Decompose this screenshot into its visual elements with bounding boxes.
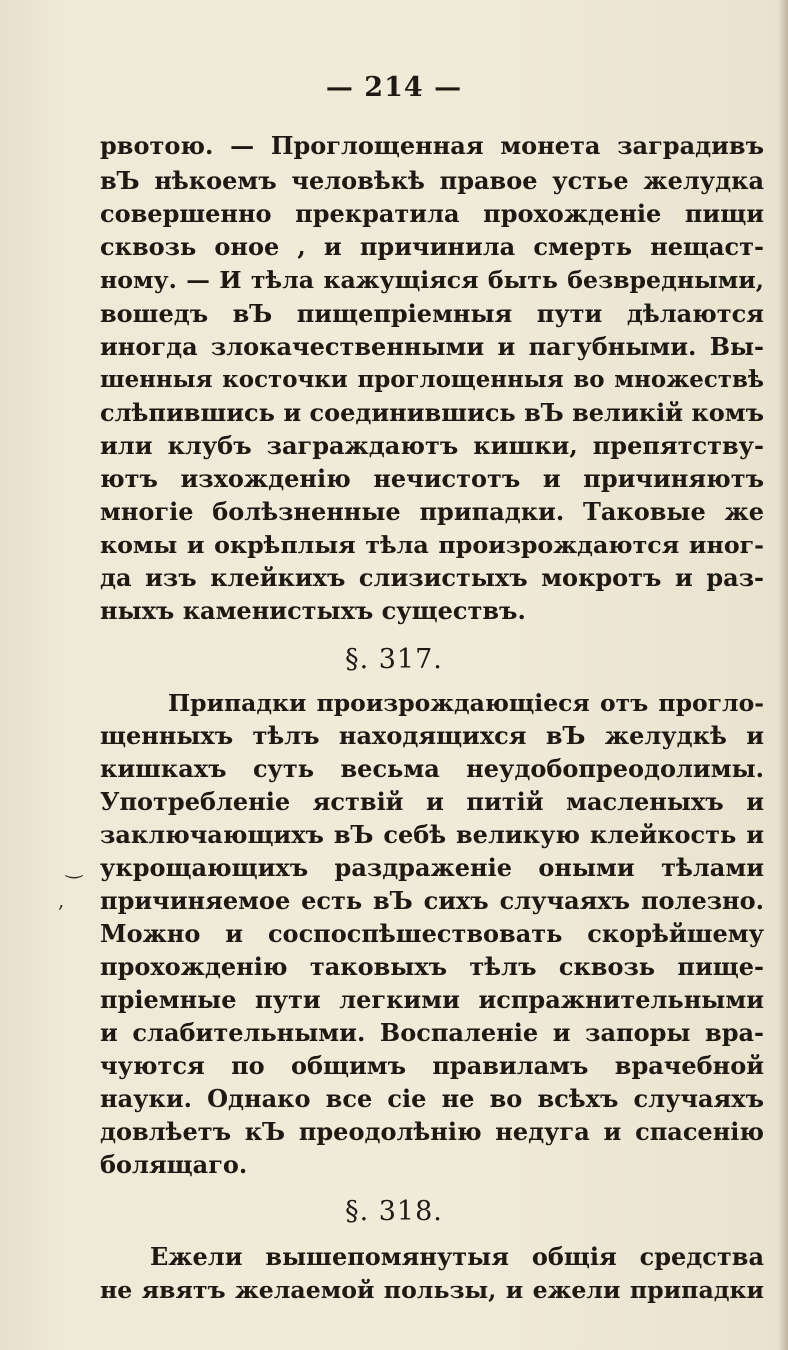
text-line: ному. — И тѣла кажущіяся быть безвредными, <box>100 266 764 294</box>
text-line: вошедъ вЪ пищепріемныя пути дѣлаются <box>100 299 764 328</box>
text-line: сквозь оное , и причинила смерть нещаст- <box>100 232 764 261</box>
text-line: слѣпившись и соединившись вЪ великій комъ <box>100 398 764 427</box>
page-edge-shadow <box>778 0 788 1350</box>
text-line: чуются по общимъ правиламъ врачебной <box>100 1051 764 1080</box>
margin-mark: ‿ <box>66 855 83 879</box>
text-line: Припадки произрождающіеся отъ прогло- <box>168 689 764 717</box>
text-line: пріемные пути легкими испражнительными <box>100 985 764 1014</box>
text-line: рвотою. — Проглощенная монета заградивъ <box>100 131 764 160</box>
text-line: ныхъ каменистыхъ существъ. <box>100 596 526 625</box>
text-line: вЪ нѣкоемъ человѣкѣ правое устье желудка <box>100 166 764 195</box>
text-line: совершенно прекратила прохожденіе пищи <box>100 199 764 228</box>
text-line: кишкахъ суть весьма неудобопреодолимы. <box>100 754 764 783</box>
text-line: довлѣетъ кЪ преодолѣнію недуга и спасенію <box>100 1117 764 1146</box>
text-line: иногда злокачественными и пагубными. Вы- <box>100 332 764 361</box>
text-line: шенныя косточки проглощенныя во множествѣ <box>100 366 764 393</box>
page-number: — 214 — <box>325 72 463 103</box>
text-line: Ежели вышепомянутыя общія средства <box>150 1242 764 1271</box>
text-line: или клубъ заграждаютъ кишки, препятству- <box>100 431 764 460</box>
text-line: и слабительными. Воспаленіе и запоры вра- <box>100 1018 764 1047</box>
text-line: ютъ изхожденію нечистотъ и причиняютъ <box>100 464 764 493</box>
margin-mark: , <box>58 888 65 912</box>
text-line: болящаго. <box>100 1150 248 1179</box>
text-line: щенныхъ тѣлъ находящихся вЪ желудкѣ и <box>100 721 764 750</box>
text-line: не явятъ желаемой пользы, и ежели припадки <box>100 1276 764 1304</box>
text-line: многіе болѣзненные припадки. Таковые же <box>100 497 764 526</box>
section-heading-317: §. 317. <box>345 644 443 675</box>
text-line: комы и окрѣплыя тѣла произрождаются иног- <box>100 531 764 559</box>
text-line: Употребленіе яствій и питій масленыхъ и <box>100 787 764 816</box>
section-heading-318: §. 318. <box>345 1196 443 1227</box>
text-line: науки. Однако все сіе не во всѣхъ случаяхъ <box>100 1084 764 1113</box>
text-line: укрощающихъ раздраженіе оными тѣлами <box>100 853 764 882</box>
text-line: заключающихъ вЪ себѣ великую клейкость и <box>100 820 764 849</box>
text-line: да изъ клейкихъ слизистыхъ мокротъ и раз- <box>100 563 764 592</box>
text-line: причиняемое есть вЪ сихъ случаяхъ полезно. <box>100 886 764 915</box>
text-line: прохожденію таковыхъ тѣлъ сквозь пище- <box>100 952 764 981</box>
text-line: Можно и соспоспѣшествовать скорѣйшему <box>100 919 764 948</box>
